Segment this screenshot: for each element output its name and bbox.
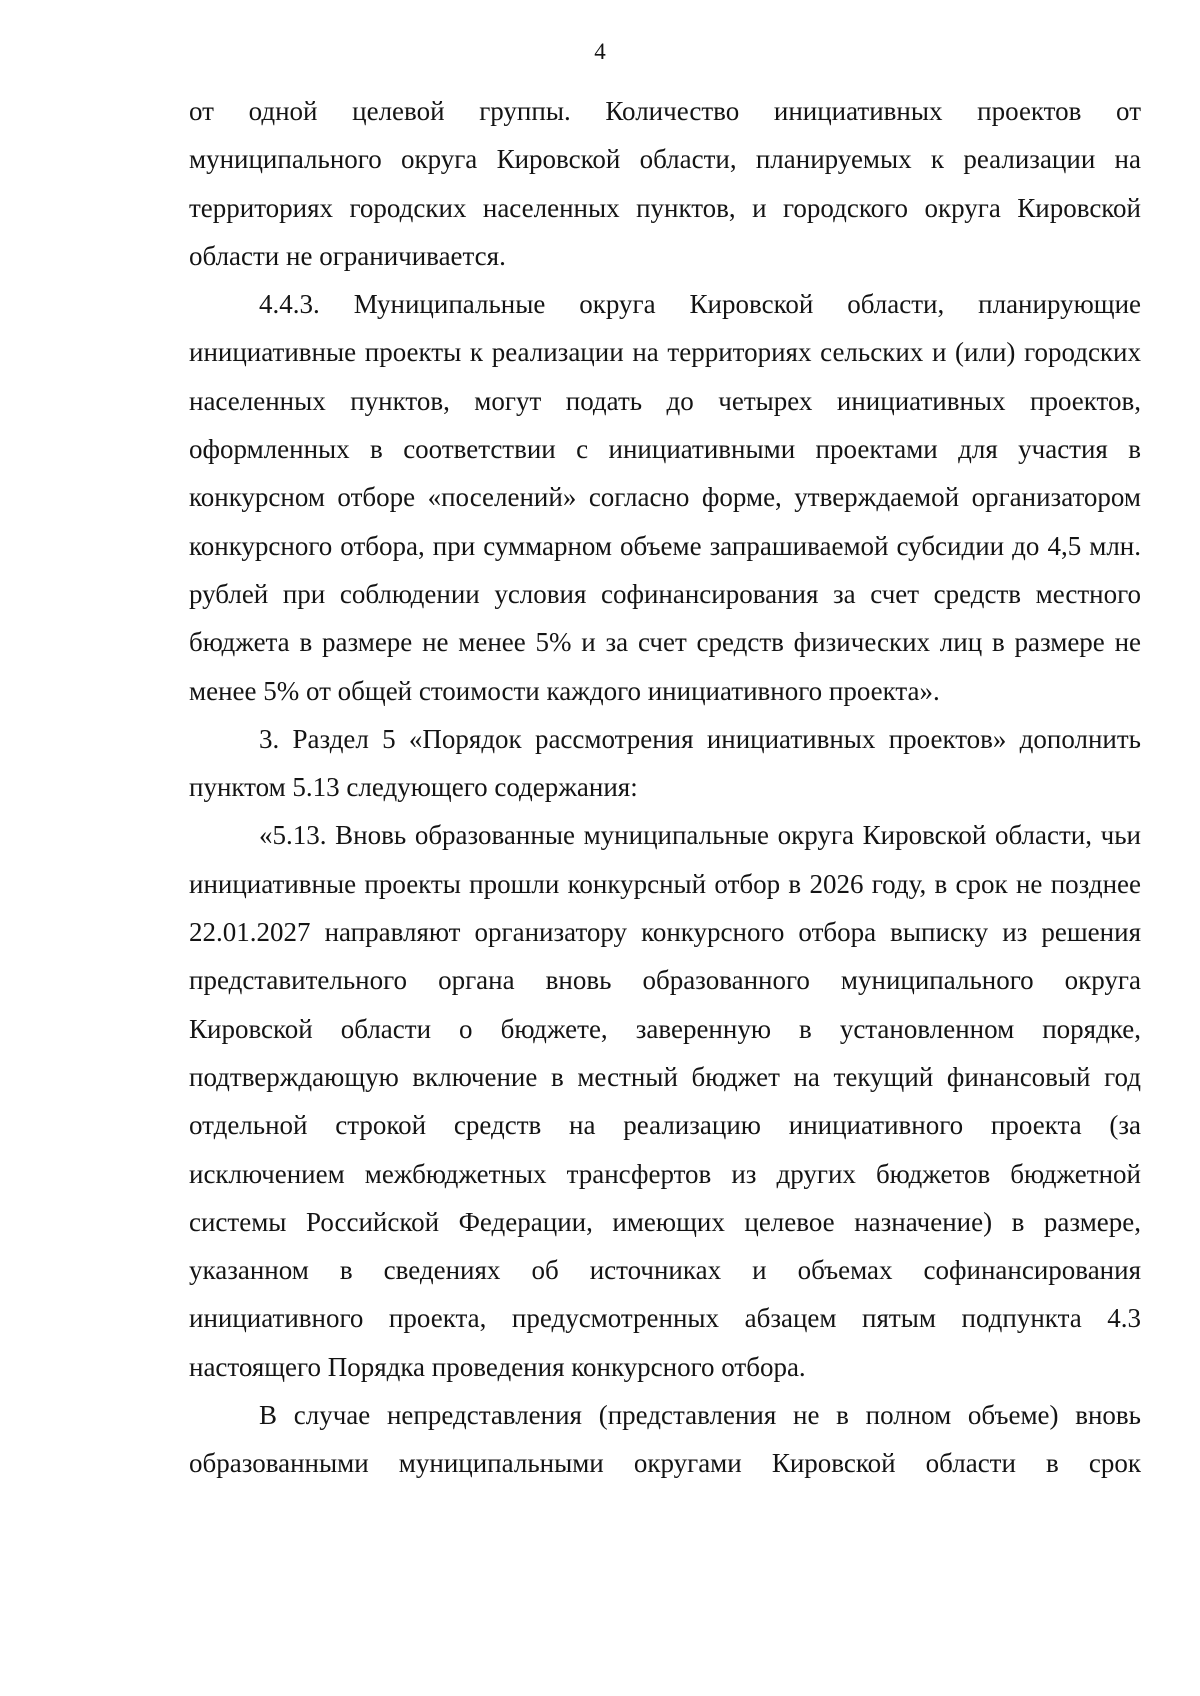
paragraph-section-3: 3. Раздел 5 «Порядок рассмотрения инициативных проектов» дополнить пунктом 5.13 следующего содержания: (189, 723, 1141, 803)
paragraph-non-submission: В случае непредставления (представления не в полном объеме) вновь образованными муниципальными округами Кировской области в срок (189, 1400, 1141, 1479)
paragraph-4-4-3: 4.4.3. Муниципальные округа Кировской области, планирующие инициативные проекты к реализации на территориях сельских и (или) городских населенных пунктов, могут подать до четырех инициативных проектов, оформленных в соответствии с инициативными проектами для участия в конкурсном отборе «поселений» согласно форме, утверждаемой организатором конкурсного отбора, при суммарном объеме запрашиваемой субсидии до 4,5 млн. рублей при соблюдении условия софинансирования за счет средств местного бюджета в размере не менее 5% и за счет средств физических лиц в размере не менее 5% от общей стоимости каждого инициативного проекта». (189, 289, 1141, 706)
page-number: 4 (594, 39, 606, 64)
paragraph-5-13: «5.13. Вновь образованные муниципальные округа Кировской области, чьи инициативные проекты прошли конкурсный отбор в 2026 году, в срок не позднее 22.01.2027 направляют организатору конкурсного отбора выписку из решения представительного органа вновь образованного муниципального округа Кировской области о бюджете, заверенную в установленном порядке, подтверждающую включение в местный бюджет на текущий финансовый год отдельной строкой средств на реализацию инициативного проекта (за исключением межбюджетных трансфертов из других бюджетов бюджетной системы Российской Федерации, имеющих целевое назначение) в размере, указанном в сведениях об источниках и объемах софинансирования инициативного проекта, предусмотренных абзацем пятым подпункта 4.3 настоящего Порядка проведения конкурсного отбора. (189, 820, 1141, 1382)
document-body (189, 87, 1141, 1488)
paragraph-continuation: от одной целевой группы. Количество инициативных проектов от муниципального округа Кировской области, планируемых к реализации на территориях городских населенных пунктов, и городского округа Кировской области не ограничивается. (189, 96, 1141, 271)
